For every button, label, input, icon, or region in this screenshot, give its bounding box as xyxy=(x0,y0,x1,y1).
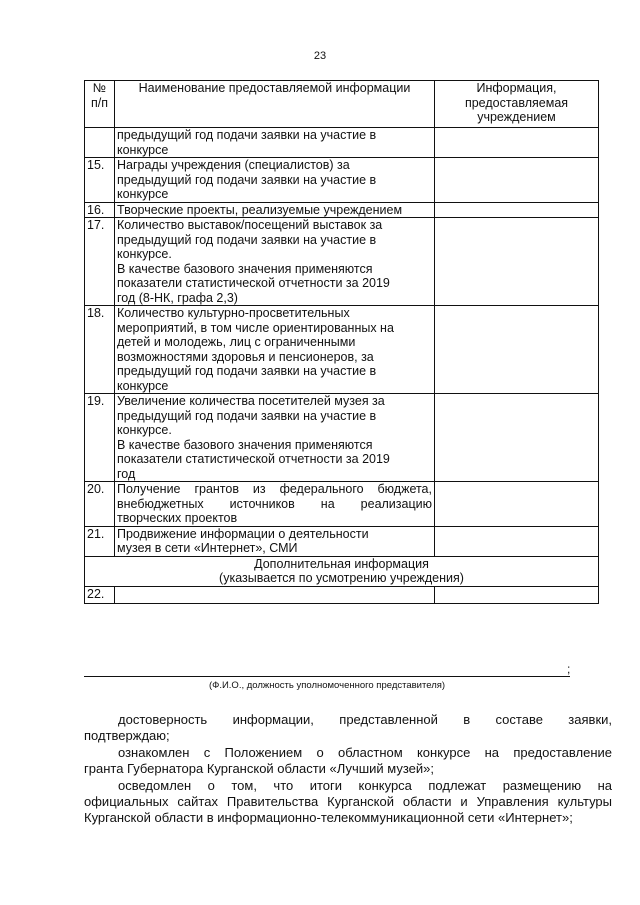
signature-semicolon: ; xyxy=(567,662,571,676)
row-info-cell[interactable] xyxy=(435,482,599,527)
paragraph-line: достоверность информации, представленной в составе заявки, xyxy=(118,712,612,727)
row-text-line: Продвижение информации о деятельности xyxy=(117,526,369,541)
row-info-cell[interactable] xyxy=(435,526,599,556)
information-table xyxy=(84,80,599,604)
row-number: 22. xyxy=(85,586,115,603)
row-text-line: Награды учреждения (специалистов) за xyxy=(117,158,350,172)
row-name xyxy=(115,202,435,218)
row-text-line: год xyxy=(117,466,136,481)
row-info-cell[interactable] xyxy=(435,394,599,482)
row-text-line: конкурсе. xyxy=(117,247,172,261)
row-text-line: показатели статистической отчетности за 2019 xyxy=(117,276,390,290)
row-text-line: возможностями здоровья и пенсионеров, за xyxy=(117,349,374,364)
row-number: 16. xyxy=(85,202,115,218)
paragraph-line: официальных сайтах Правительства Курганской области и Управления культуры xyxy=(84,794,612,809)
paragraph-line: осведомлен о том, что итоги конкурса подлежат размещению на xyxy=(118,778,612,793)
row-text-line: предыдущий год подачи заявки на участие в xyxy=(117,364,377,378)
header-info xyxy=(435,81,599,128)
row-text-line: показатели статистической отчетности за 2019 xyxy=(117,452,390,466)
row-text-line: предыдущий год подачи заявки на участие в xyxy=(117,172,377,187)
header-number xyxy=(85,81,115,128)
row-info-cell[interactable] xyxy=(435,306,599,394)
paragraph-line: Курганской области в информационно-телекоммуникационной сети «Интернет»; xyxy=(84,810,573,825)
table-row xyxy=(85,306,599,394)
signature-caption: (Ф.И.О., должность уполномоченного представителя) xyxy=(208,680,446,691)
table-header-row xyxy=(85,81,599,128)
header-name-text: Наименование предоставляемой информации xyxy=(138,81,411,95)
row-name xyxy=(115,158,435,203)
row-text-line: Количество культурно-просветительных xyxy=(117,306,350,320)
row-text-line: мероприятий, в том числе ориентированных на xyxy=(117,320,394,335)
header-info-line: предоставляемая xyxy=(464,95,569,110)
row-text-line: В качестве базового значения применяются xyxy=(117,437,373,452)
row-text-line: творческих проектов xyxy=(117,511,238,525)
row-name[interactable] xyxy=(115,586,435,603)
row-text-line: музея в сети «Интернет», СМИ xyxy=(117,541,298,555)
row-text-line: Количество выставок/посещений выставок за xyxy=(117,218,383,232)
row-text-line: предыдущий год подачи заявки на участие в xyxy=(117,408,377,423)
row-info-cell[interactable] xyxy=(435,586,599,603)
row-info-cell[interactable] xyxy=(435,202,599,218)
row-number: 18. xyxy=(85,306,115,394)
section-title: Дополнительная информация xyxy=(254,556,429,571)
row-text-line: Получение грантов из федерального бюджета, xyxy=(117,482,432,496)
row-text-line: предыдущий год подачи заявки на участие в xyxy=(117,232,377,247)
table-row xyxy=(85,526,599,556)
table-row xyxy=(85,482,599,527)
row-text-line: внебюджетных источников на реализацию xyxy=(117,496,432,511)
header-number-line: № xyxy=(92,81,107,95)
row-number: 19. xyxy=(85,394,115,482)
table-row xyxy=(85,394,599,482)
row-number: 17. xyxy=(85,218,115,306)
table-row xyxy=(85,586,599,603)
row-number: 21. xyxy=(85,526,115,556)
signature-line[interactable] xyxy=(84,676,570,677)
table-row xyxy=(85,202,599,218)
row-text-line: В качестве базового значения применяются xyxy=(117,261,373,276)
row-info-cell[interactable] xyxy=(435,128,599,158)
table-row xyxy=(85,218,599,306)
row-text-line: конкурсе xyxy=(117,142,169,157)
table-row xyxy=(85,128,599,158)
header-number-line: п/п xyxy=(90,95,108,110)
header-name xyxy=(115,81,435,128)
header-info-line: учреждением xyxy=(477,110,556,124)
paragraph-acknowledgement xyxy=(84,745,612,777)
row-name xyxy=(115,218,435,306)
page-number: 23 xyxy=(313,50,327,62)
row-name xyxy=(115,482,435,527)
paragraph-line: подтверждаю; xyxy=(84,728,170,743)
row-text-line: Творческие проекты, реализуемые учреждением xyxy=(117,202,403,217)
paragraph-confirmation xyxy=(84,712,612,744)
row-text-line: предыдущий год подачи заявки на участие в xyxy=(117,128,377,142)
row-text-line: год (8-НК, графа 2,3) xyxy=(117,290,238,305)
row-text-line: детей и молодежь, лиц с ограниченными xyxy=(117,335,356,349)
row-text-line: Увеличение количества посетителей музея за xyxy=(117,394,385,408)
row-name xyxy=(115,394,435,482)
paragraph-notification xyxy=(84,778,612,826)
table-row xyxy=(85,158,599,203)
row-name xyxy=(115,526,435,556)
row-name xyxy=(115,306,435,394)
section-subtitle: (указывается по усмотрению учреждения) xyxy=(219,571,464,585)
row-text-line: конкурсе. xyxy=(117,423,172,437)
paragraph-line: гранта Губернатора Курганской области «Лучший музей»; xyxy=(84,761,435,776)
row-number: 15. xyxy=(85,158,115,203)
paragraph-line: ознакомлен с Положением о областном конкурсе на предоставление xyxy=(118,745,612,760)
row-text-line: конкурсе xyxy=(117,187,169,201)
additional-info-heading xyxy=(85,556,599,586)
row-number xyxy=(85,128,115,158)
row-info-cell[interactable] xyxy=(435,158,599,203)
row-number: 20. xyxy=(85,482,115,527)
row-text-line: конкурсе xyxy=(117,378,169,393)
section-row xyxy=(85,556,599,586)
row-info-cell[interactable] xyxy=(435,218,599,306)
row-name xyxy=(115,128,435,158)
header-info-line: Информация, xyxy=(476,81,557,95)
